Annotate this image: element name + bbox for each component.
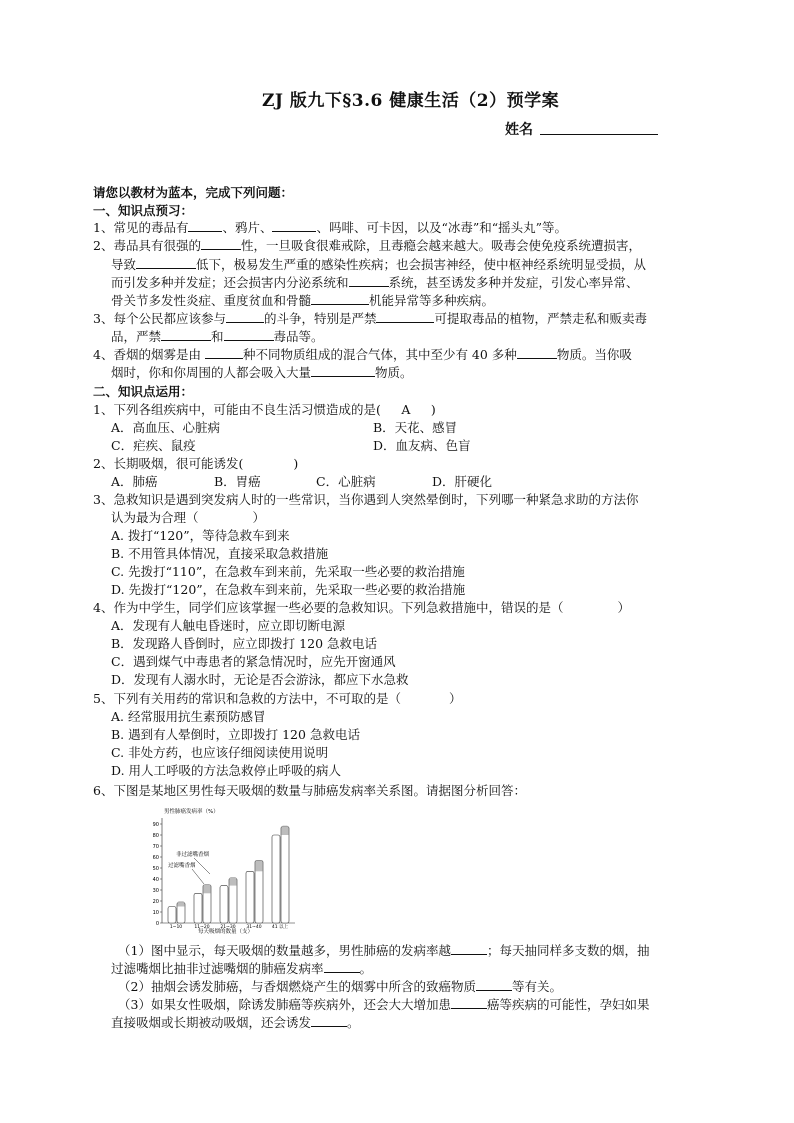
chart-title: 男性肺癌发病率（%）: [164, 809, 219, 815]
answer-blank[interactable]: [451, 953, 487, 955]
s2-q4-stem: 4、作为中学生，同学们应该掌握一些必要的急救知识。下列急救措施中，错误的是（ ）: [93, 600, 630, 615]
x-tick-label: 21~30: [220, 925, 236, 930]
y-tick-label: 20: [152, 898, 159, 905]
answer-blank[interactable]: [517, 357, 557, 359]
name-label: 姓名: [505, 122, 533, 138]
s2-q3-option-b[interactable]: B. 不用管具体情况，直接采取急救措施: [111, 546, 329, 561]
answer-blank[interactable]: [224, 339, 274, 341]
s2-q4-option-b[interactable]: B．发现路人昏倒时，应立即拨打 120 急救电话: [111, 636, 377, 651]
legend-pointer: [192, 869, 204, 884]
s2-q1-option-d[interactable]: D．血友病、色盲: [373, 438, 471, 453]
y-tick-label: 50: [152, 865, 159, 872]
s2-q5-option-a[interactable]: A. 经常服用抗生素预防感冒: [111, 709, 266, 724]
answer-blank[interactable]: [272, 230, 316, 232]
s2-q5-stem: 5、下列有关用药的常识和急救的方法中，不可取的是（ ）: [93, 691, 462, 706]
answer-blank[interactable]: [376, 321, 434, 323]
bar-filter: [272, 835, 280, 923]
s1-q2-line2: 导致 低下，极易发生严重的感染性疾病；也会损害神经，使中枢神经系统明显受损，从: [111, 257, 647, 272]
answer-blank[interactable]: [451, 1007, 487, 1009]
s2-q5-option-b[interactable]: B. 遇到有人晕倒时，立即拨打 120 急救电话: [111, 727, 360, 742]
lung-cancer-chart: [140, 804, 300, 934]
y-tick-label: 10: [152, 909, 159, 916]
s2-q4-option-a[interactable]: A．发现有人触电昏迷时，应立即切断电源: [111, 618, 346, 633]
s2-q2-option-d[interactable]: D．肝硬化: [432, 474, 493, 489]
name-field[interactable]: [540, 134, 658, 135]
instructions: 请您以教材为蓝本，完成下列问题：: [93, 185, 294, 200]
answer-blank[interactable]: [136, 267, 196, 269]
s2-q2-stem: 2、长期吸烟，很可能诱发( ): [93, 456, 299, 471]
s1-q4-line1: 4、香烟的烟雾是由 种不同物质组成的混合气体，其中至少有 40 多种 物质。当你吸: [93, 347, 632, 362]
s1-q4-line2: 烟时，你和你周围的人都会吸入大量 物质。: [111, 365, 413, 380]
answer-blank[interactable]: [476, 989, 512, 991]
s2-q1-option-a[interactable]: A．高血压、心脏病: [111, 420, 221, 435]
s1-q2-line1: 2、毒品具有很强的 性，一旦吸食很难戒除，且毒瘾会越来越大。吸毒会使免疫系统遭损害，: [93, 238, 641, 253]
s2-q6-sub3-line2: 直接吸烟或长期被动吸烟，还会诱发 。: [111, 1015, 360, 1030]
y-tick-label: 70: [152, 843, 159, 850]
bar-filter: [220, 886, 228, 923]
s1-q3-line2: 品，严禁 和 毒品等。: [111, 329, 324, 344]
answer-blank[interactable]: [311, 303, 369, 305]
s2-q1-stem: 1、下列各组疾病中，可能由不良生活习惯造成的是( A ): [93, 402, 436, 417]
section1-heading: 一、知识点预习：: [93, 203, 194, 218]
y-tick-label: 90: [152, 821, 159, 828]
s2-q1-option-b[interactable]: B．天花、感冒: [373, 420, 458, 435]
s2-q2-option-b[interactable]: B．胃癌: [214, 474, 261, 489]
s2-q6-sub3-line1: （3）如果女性吸烟，除诱发肺癌等疾病外，还会大大增加患 癌等疾病的可能性，孕妇如果: [118, 997, 650, 1012]
page-title: ZJ 版九下§3.6 健康生活（2）预学案: [262, 91, 560, 111]
bar-difference-shade: [230, 878, 237, 886]
bar-difference-shade: [178, 902, 185, 906]
bar-non-filter: [281, 826, 289, 923]
s1-q1: 1、常见的毒品有 、鸦片、 、吗啡、可卡因，以及“冰毒”和“摇头丸”等。: [93, 220, 568, 235]
s2-q6-sub1-line2: 过滤嘴烟比抽非过滤嘴烟的肺癌发病率 。: [111, 961, 373, 976]
bar-difference-shade: [204, 885, 211, 894]
legend-label-filter: 过滤嘴香烟: [168, 863, 196, 869]
y-tick-label: 60: [152, 854, 159, 861]
answer-blank[interactable]: [324, 971, 360, 973]
s2-q3-option-a[interactable]: A. 拨打“120”，等待急救车到来: [111, 528, 290, 543]
q1-answer[interactable]: A: [401, 402, 411, 417]
s2-q1-option-c[interactable]: C．疟疾、鼠疫: [111, 438, 196, 453]
bar-filter: [246, 871, 254, 923]
y-tick-label: 40: [152, 876, 159, 883]
answer-blank[interactable]: [201, 248, 241, 250]
bar-filter: [168, 907, 176, 924]
legend-label-non-filter: 非过滤嘴香烟: [176, 852, 210, 858]
answer-blank[interactable]: [311, 1025, 347, 1027]
s2-q3-stem2: 认为最为合理（ ）: [111, 510, 266, 525]
s2-q6-sub2: （2）抽烟会诱发肺癌，与香烟燃烧产生的烟雾中所含的致癌物质 等有关。: [118, 979, 562, 994]
s2-q5-option-d[interactable]: D. 用人工呼吸的方法急救停止呼吸的病人: [111, 763, 342, 778]
y-tick-label: 30: [152, 887, 159, 894]
x-tick-label: 11~20: [194, 925, 210, 930]
answer-blank[interactable]: [188, 230, 222, 232]
s2-q4-option-d[interactable]: D．发现有人溺水时，无论是否会游泳，都应下水急救: [111, 672, 409, 687]
s1-q2-line3: 而引发多种并发症；还会损害内分泌系统和 系统，甚至诱发多种并发症，引发心率异常、: [111, 275, 639, 290]
y-tick-label: 80: [152, 832, 159, 839]
s1-q3-line1: 3、每个公民都应该参与 的斗争，特别是严禁 可提取毒品的植物，严禁走私和贩卖毒: [93, 311, 647, 326]
s2-q2-option-a[interactable]: A．肺癌: [111, 474, 158, 489]
x-tick-label: 41 以上: [271, 925, 289, 930]
legend-pointer: [194, 858, 210, 874]
answer-blank[interactable]: [311, 375, 375, 377]
bar-difference-shade: [282, 826, 289, 835]
s2-q2-option-c[interactable]: C．心脏病: [316, 474, 376, 489]
x-tick-label: 1~10: [169, 925, 183, 930]
s2-q3-stem1: 3、急救知识是遇到突发病人时的一些常识，当你遇到人突然晕倒时，下列哪一种紧急求助的方法你: [93, 492, 639, 507]
s2-q6-sub1-line1: （1）图中显示，每天吸烟的数量越多，男性肺癌的发病率越 ；每天抽同样多支数的烟，抽: [118, 943, 650, 958]
answer-blank[interactable]: [349, 285, 389, 287]
section2-heading: 二、知识点运用：: [93, 384, 194, 399]
answer-blank[interactable]: [205, 357, 243, 359]
s2-q3-option-c[interactable]: C. 先拨打“110”，在急救车到来前，先采取一些必要的救治措施: [111, 564, 465, 579]
s2-q4-option-c[interactable]: C．遇到煤气中毒患者的紧急情况时，应先开窗通风: [111, 654, 396, 669]
x-axis-label: 每天吸烟的数量（支）: [198, 929, 254, 934]
s2-q5-option-c[interactable]: C. 非处方药，也应该仔细阅读使用说明: [111, 745, 329, 760]
x-tick-label: 31~40: [246, 925, 262, 930]
s2-q6-stem: 6、下图是某地区男性每天吸烟的数量与肺癌发病率关系图。请据图分析回答：: [93, 783, 526, 798]
bar-difference-shade: [256, 860, 263, 871]
answer-blank[interactable]: [161, 339, 211, 341]
y-tick-label: 0: [155, 920, 159, 927]
s2-q3-option-d[interactable]: D. 先拨打“120”，在急救车到来前，先采取一些必要的救治措施: [111, 582, 466, 597]
s1-q2-line4: 骨关节多发性炎症、重度贫血和骨髓 机能异常等多种疾病。: [111, 293, 495, 308]
answer-blank[interactable]: [226, 321, 264, 323]
bar-filter: [194, 893, 202, 923]
